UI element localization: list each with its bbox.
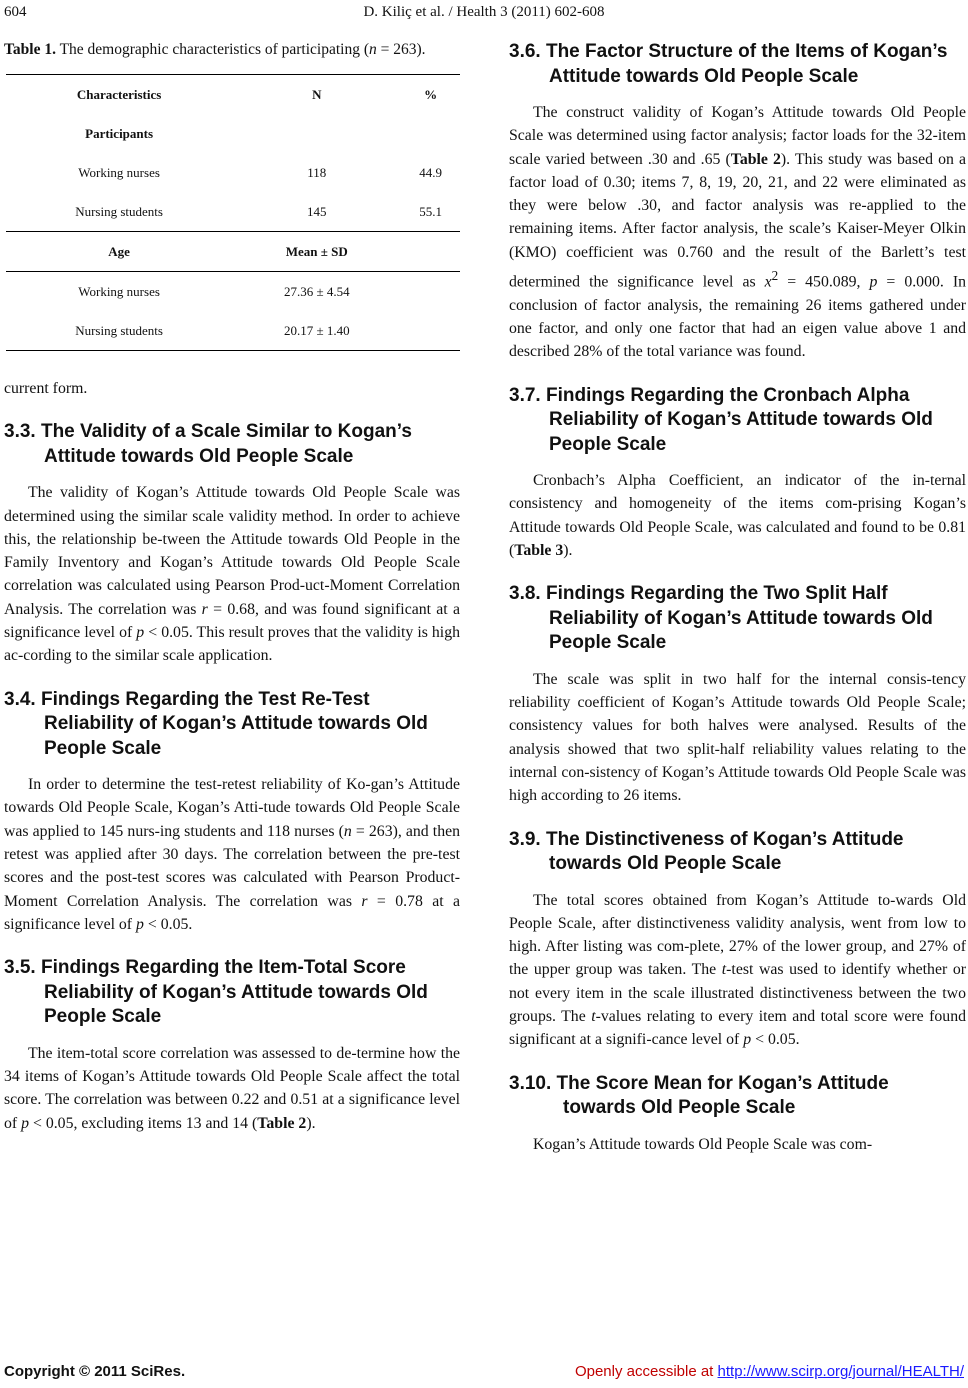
table-cell: 145 — [232, 192, 401, 232]
open-access-text: Openly accessible at — [574, 1363, 718, 1380]
table1-caption — [4, 40, 460, 60]
section-3-3-heading: 3.3. The Validity of a Scale Similar to Kogan’s Attitude towards Old People Scale — [4, 421, 412, 467]
symbol-r: r — [201, 600, 208, 618]
symbol-t: t — [591, 1007, 596, 1025]
section-3-6-heading: 3.6. The Factor Structure of the Items of Kogan’s Attitude towards Old People Scale — [509, 41, 948, 87]
caption-text: The demographic characteristics of participating ( — [55, 41, 370, 58]
section-3-7-heading: 3.7. Findings Regarding the Cronbach Alpha Reliability of Kogan’s Attitude towards Old People Scale — [509, 384, 933, 455]
table1-label: Table 1. — [4, 41, 56, 58]
text: = 0.000. In conclusion of factor analysis, the remaining 26 items gathered under one factor, and only one factor that had an eigen value above 1 and described 28% of the total variance was found. — [509, 273, 967, 361]
group-age: Age — [6, 232, 232, 272]
table-cell: Nursing students — [6, 192, 232, 232]
col-header-percent: % — [401, 75, 460, 115]
journal-link[interactable]: http://www.scirp.org/journal/HEALTH/ — [717, 1363, 964, 1380]
text: ). This study was based on a factor load of 0.30; items 7, 8, 19, 20, 21, and 22 were eliminated as they were below .30, and factor analysis was re-applied to the remaining items. After factor analysis, the scale’s Kaiser-Meyer Olkin (KMO) coefficient was 0.760 and the result of the Barlett’s test determined the significance level as — [509, 150, 966, 291]
section-3-9-paragraph — [509, 889, 966, 1052]
text: = 450.089, — [778, 273, 870, 291]
text: The construct validity of Kogan’s Attitude towards Old People Scale was determined using factor analysis; factor loads for the 32-item scale varied between .30 and .65 ( — [509, 104, 966, 168]
text: < 0.05. — [751, 1031, 800, 1049]
running-title: D. Kiliç et al. / Health 3 (2011) 602-608 — [363, 4, 605, 20]
table-group-row — [6, 114, 460, 153]
table-2-reference[interactable]: Table 2 — [257, 1114, 307, 1132]
continued-text: current form. — [4, 380, 88, 397]
text: -test was used to identify whether or not every item in the scale illustrated distinctiveness between the two groups. The — [509, 961, 966, 1025]
page-footer — [0, 1363, 968, 1385]
table-row — [6, 153, 460, 192]
symbol-p: p — [21, 1114, 30, 1132]
symbol-n: n — [343, 822, 352, 840]
section-3-9-heading: 3.9. The Distinctiveness of Kogan’s Attitude towards Old People Scale — [509, 828, 904, 874]
table-3-reference[interactable]: Table 3 — [514, 541, 564, 559]
table-cell: Nursing students — [6, 311, 232, 351]
section-3-10-heading: 3.10. The Score Mean for Kogan’s Attitude towards Old People Scale — [509, 1072, 889, 1119]
table-cell: Working nurses — [78, 164, 160, 180]
page-number: 604 — [4, 4, 27, 20]
caption-text-end: = 263). — [376, 41, 426, 58]
text: < 0.05. This result proves that the validity is high ac-cording to the similar scale application. — [4, 624, 460, 665]
right-column — [509, 40, 966, 1156]
demographics-table — [6, 74, 460, 351]
table-cell: 20.17 ± 1.40 — [232, 311, 401, 351]
text: ). — [563, 541, 573, 559]
text: = 0.68, and was found significant at a significance level of — [4, 600, 460, 642]
text: = 0.78 at a significance level of — [4, 892, 461, 933]
group-participants: Participants — [85, 125, 154, 141]
table-group-row — [6, 232, 460, 272]
text: -values relating to every item and total score were found significant at a signifi-cance level of — [509, 1007, 966, 1049]
text: ). — [306, 1114, 316, 1132]
symbol-p: p — [136, 624, 145, 642]
section-3-4-paragraph — [4, 773, 460, 936]
table-cell: 27.36 ± 4.54 — [283, 283, 350, 299]
copyright: Copyright © 2011 SciRes. — [4, 1363, 186, 1380]
symbol-t: t — [721, 961, 727, 979]
superscript: 2 — [771, 268, 779, 284]
table-header-row — [6, 75, 460, 115]
table-row — [6, 192, 460, 232]
text: = 263), and then retest was applied after 30 days. The correlation between the pre-test scores and the post-test scores was calculated with Pearson Product-Moment Correlation Analysis. The correlation was — [4, 822, 460, 910]
group-mean-sd: Mean ± SD — [232, 232, 401, 272]
table-2-reference[interactable]: Table 2 — [730, 150, 781, 168]
section-3-5-paragraph — [4, 1042, 460, 1135]
text: < 0.05. — [143, 915, 193, 933]
symbol-x: x — [764, 273, 772, 291]
table-cell: 44.9 — [419, 164, 443, 180]
text: The validity of Kogan’s Attitude towards Old People Scale was determined using the similar scale validity method. In order to achieve this, the relationship be-tween the Attitude towards Old People in the Family Inventory and Kogan’s Attitude towards Old People Scale correlation was calculated using Pearson Prod-uct-Moment Correlation Analysis. The correlation was — [4, 484, 460, 618]
section-3-8-heading: 3.8. Findings Regarding the Two Split Half Reliability of Kogan’s Attitude towards Old People Scale — [509, 583, 933, 654]
text: In order to determine the test-retest reliability of Ko-gan’s Attitude towards Old People Scale, Kogan’s Atti-tude towards Old People Scale was applied to 145 nurs-ing students and 118 nurses ( — [4, 776, 460, 840]
section-3-3-paragraph — [4, 481, 460, 667]
col-header-n: N — [232, 75, 401, 115]
text: Cronbach’s Alpha Coefficient, an indicator of the in-ternal consistency and homogeneity of the items com-prising Kogan’s Attitude towards Old People Scale, was calculated and found to be 0.81 ( — [509, 472, 966, 559]
table-cell: 55.1 — [401, 192, 460, 232]
section-3-8-paragraph: The scale was split in two half for the internal consis-tency reliability coefficient of Kogan’s Attitude towards Old People Scale; consistency values for both halves were analysed. Results of the analysis showed that two split-half reliability values relating to the internal con-sistency of Kogan’s Attitude towards Old People Scale was high according to 26 items. — [509, 670, 966, 805]
symbol-p: p — [869, 273, 878, 291]
table-row — [6, 311, 460, 351]
section-3-4-heading: 3.4. Findings Regarding the Test Re-Test Reliability of Kogan’s Attitude towards Old People Scale — [4, 688, 428, 759]
section-3-5-heading: 3.5. Findings Regarding the Item-Total Score Reliability of Kogan’s Attitude towards Old People Scale — [4, 957, 428, 1028]
table-cell: Working nurses — [78, 283, 160, 299]
col-header-characteristics: Characteristics — [6, 75, 232, 115]
symbol-p: p — [136, 915, 144, 933]
left-column — [4, 40, 460, 1135]
open-access-note — [575, 1363, 964, 1380]
symbol-r: r — [361, 892, 368, 910]
table-cell: 118 — [307, 164, 327, 180]
section-3-6-paragraph — [509, 101, 966, 364]
caption-n: n — [369, 41, 377, 58]
text: < 0.05, excluding items 13 and 14 ( — [29, 1114, 258, 1132]
table-row — [6, 272, 460, 312]
text: The item-total score correlation was assessed to de-termine how the 34 items of Kogan’s Attitude towards Old People Scale affect the total score. The correlation was between 0.22 and 0.51 at a significance level of — [4, 1044, 460, 1132]
page-header — [0, 2, 968, 26]
section-3-10-paragraph: Kogan’s Attitude towards Old People Scale was com- — [533, 1135, 873, 1153]
symbol-p: p — [743, 1031, 752, 1049]
text: The total scores obtained from Kogan’s Attitude to-wards Old People Scale, after distinctiveness validity analysis, went from low to high. After listing was com-plete, 27% of the lower group, and 27% of the upper group was taken. The — [509, 891, 966, 979]
section-3-7-paragraph — [509, 469, 966, 562]
